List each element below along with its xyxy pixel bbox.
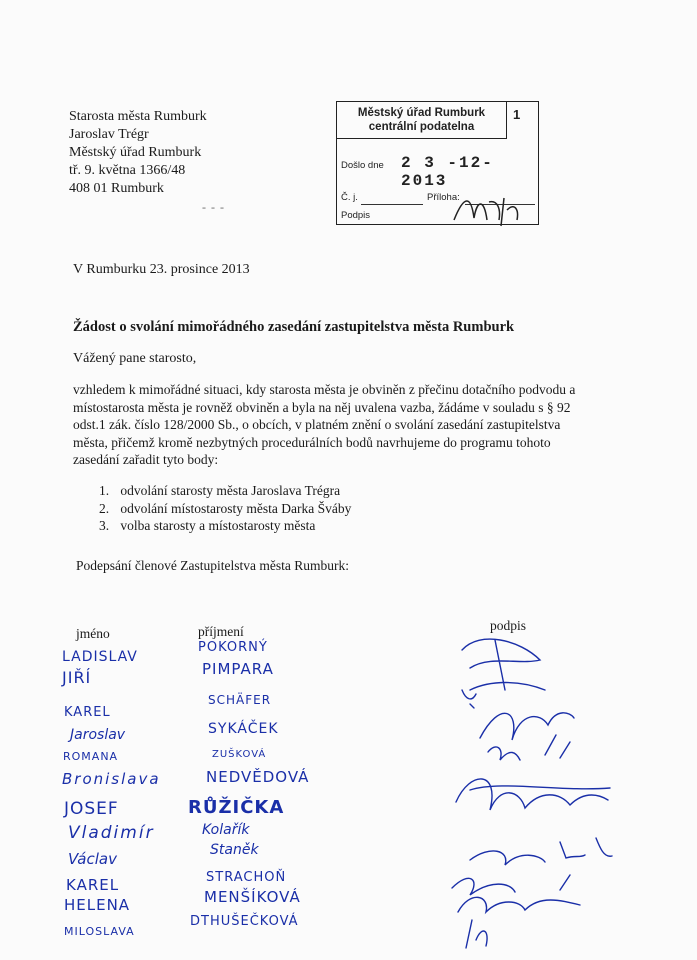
stamp-number: 1 bbox=[513, 107, 521, 122]
item-text: odvolání místostarosty města Darka Šváby bbox=[120, 500, 352, 516]
column-signature: podpis bbox=[490, 618, 527, 633]
signature-icon bbox=[456, 779, 608, 810]
handwritten-last-name: SCHÄFER bbox=[208, 693, 272, 707]
column-first-name: jméno bbox=[76, 626, 110, 641]
letter-subject: Žádost o svolání mimořádného zasedání zastupitelstva města Rumburk bbox=[73, 319, 515, 335]
body-line: města, přičemž kromě nezbytných procedurálních bodů navrhujeme do programu tohoto bbox=[73, 434, 551, 450]
handwritten-first-name: HELENA bbox=[64, 896, 131, 914]
signature-icon bbox=[462, 690, 476, 708]
signature-icon bbox=[560, 875, 570, 890]
signature-icon bbox=[462, 639, 545, 690]
stamp-office: Městský úřad Rumburk bbox=[357, 107, 486, 119]
signature-icon bbox=[458, 897, 580, 912]
signature-icon bbox=[470, 842, 585, 865]
signature-icon bbox=[596, 838, 612, 856]
handwritten-first-name: KAREL bbox=[64, 705, 111, 720]
stamp-attachment-label: Příloha: bbox=[427, 192, 460, 203]
signature-icon bbox=[466, 920, 487, 948]
sender-line: 408 01 Rumburk bbox=[69, 181, 164, 196]
stamp-received-label: Došlo dne bbox=[341, 160, 384, 171]
handwritten-last-name: ZUŠKOVÁ bbox=[212, 749, 267, 760]
handwritten-first-name: Vladimír bbox=[68, 823, 155, 843]
body-line: vzhledem k mimořádné situaci, kdy starosta města je obviněn z přečinu dotačního podvodu a bbox=[73, 382, 576, 397]
handwritten-first-name: Václav bbox=[68, 850, 117, 868]
handwritten-first-name: JOSEF bbox=[64, 799, 119, 819]
handwritten-last-name: POKORNÝ bbox=[198, 640, 268, 655]
sender-line: Starosta města Rumburk bbox=[69, 109, 207, 124]
handwritten-first-name: JIŘÍ bbox=[62, 668, 92, 687]
column-last-name: příjmení bbox=[198, 624, 244, 639]
handwritten-last-name: SYKÁČEK bbox=[208, 721, 279, 737]
signature-icon bbox=[480, 713, 574, 740]
signature-icon bbox=[545, 735, 570, 758]
handwritten-first-name: Bronislava bbox=[62, 770, 161, 788]
body-line: zasedání zařadit tyto body: bbox=[73, 452, 219, 467]
handwritten-last-name: PIMPARA bbox=[202, 660, 274, 678]
handwritten-first-name: MILOSLAVA bbox=[64, 925, 135, 938]
stamp-no-label: Č. j. bbox=[341, 192, 358, 203]
item-text: volba starosty a místostarosty města bbox=[120, 518, 316, 533]
sender-line: tř. 9. května 1366/48 bbox=[69, 163, 186, 178]
body-line: odst.1 zák. číslo 128/2000 Sb., o obcích, v platném znění o svolání zasedání zastupitelstva bbox=[73, 417, 561, 432]
item-number: 1. bbox=[99, 483, 110, 498]
handwritten-first-name: KAREL bbox=[66, 876, 120, 894]
item-number: 3. bbox=[99, 518, 110, 533]
handwritten-last-name: NEDVĚDOVÁ bbox=[206, 768, 310, 786]
signature-icon bbox=[452, 878, 515, 895]
place-date: V Rumburku 23. prosince 2013 bbox=[73, 262, 250, 277]
handwritten-last-name: MENŠÍKOVÁ bbox=[204, 888, 301, 906]
stamp-received-date: 2 3 -12- 2013 bbox=[401, 154, 494, 190]
handwritten-first-name: Jaroslav bbox=[70, 727, 126, 743]
body-line: místostarosta města je rovněž obviněn a byla na něj uvalena vazba, žádáme v souladu s § 92 bbox=[73, 399, 571, 415]
handwritten-first-name: ROMANA bbox=[63, 750, 119, 763]
signature-icon bbox=[488, 747, 520, 760]
handwritten-last-name: STRACHOŇ bbox=[206, 870, 287, 885]
signatories-heading: Podepsání členové Zastupitelstva města Rumburk: bbox=[76, 558, 349, 573]
handwritten-last-name: Kolařík bbox=[202, 822, 250, 838]
item-text: odvolání starosty města Jaroslava Trégra bbox=[120, 483, 341, 498]
decorative-dash: - - - bbox=[202, 200, 225, 214]
sender-line: Jaroslav Trégr bbox=[69, 127, 149, 142]
stamp-dept: centrální podatelna bbox=[368, 121, 475, 133]
handwritten-last-name: RŮŽIČKA bbox=[188, 797, 285, 818]
stamp-sign-label: Podpis bbox=[341, 210, 371, 221]
item-number: 2. bbox=[99, 500, 110, 516]
handwritten-last-name: DTHUŠEČKOVÁ bbox=[190, 914, 299, 929]
sender-line: Městský úřad Rumburk bbox=[69, 145, 202, 160]
salutation: Vážený pane starosto, bbox=[73, 351, 197, 366]
handwritten-first-name: LADISLAV bbox=[62, 649, 138, 665]
handwritten-last-name: Staněk bbox=[210, 842, 259, 858]
